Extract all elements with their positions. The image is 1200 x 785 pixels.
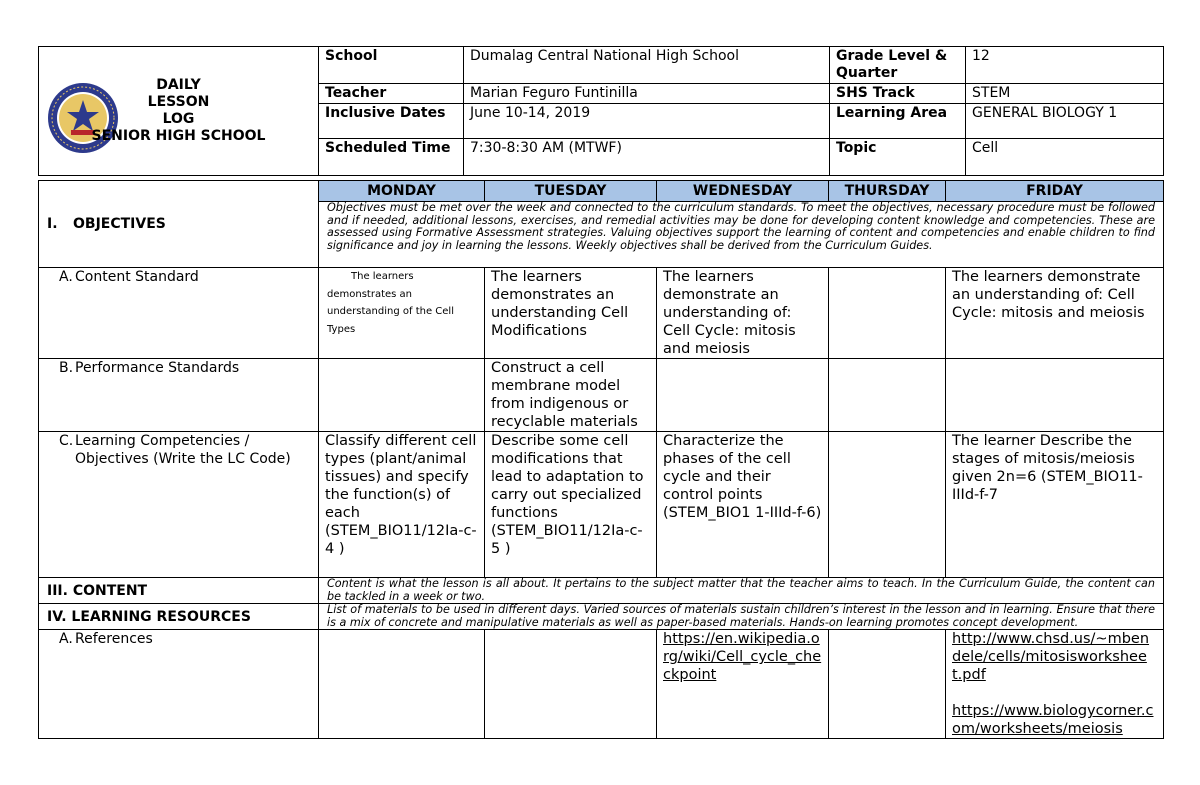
performance-standards-tuesday: Construct a cell membrane model from indigenous or recyclable materials	[485, 359, 657, 432]
header-brand-cell	[39, 47, 319, 176]
teacher-label: Teacher	[319, 84, 464, 104]
references-friday	[946, 630, 1164, 739]
track-value: STEM	[966, 84, 1164, 104]
day-wednesday: WEDNESDAY	[657, 181, 829, 202]
objectives-note: Objectives must be met over the week and connected to the curriculum standards. To meet the objectives, necessary procedure must be followed and if needed, additional lessons, exercises, and remedial activities may be done for developing content knowledge and competencies. These are assessed using Formative Assessment strategies. Valuing objectives support the learning of content and competencies and enable children to find significance and joy in learning the lessons. Weekly objectives shall be derived from the Curriculum Guides.	[319, 202, 1164, 268]
learning-competencies-tuesday: Describe some cell modifications that lead to adaptation to carry out specialized functions (STEM_BIO11/12Ia-c-5 )	[485, 432, 657, 578]
references-tuesday	[485, 630, 657, 739]
grade-level-label: Grade Level & Quarter	[830, 47, 966, 84]
reference-link-mitosis-worksheet[interactable]: http://www.chsd.us/~mbendele/cells/mitosisworksheet.pdf	[952, 631, 1150, 684]
content-standard-row	[39, 268, 1164, 359]
performance-standards-wednesday	[657, 359, 829, 432]
learning-area-value: GENERAL BIOLOGY 1	[966, 104, 1164, 139]
learning-competencies-thursday	[829, 432, 946, 578]
title-line: SENIOR HIGH SCHOOL	[91, 127, 266, 144]
learning-resources-note: List of materials to be used in different days. Varied sources of materials sustain children’s interest in the lesson and in learning. Ensure that there is a mix of concrete and manipulative materials as well as paper-based materials. Hands-on learning promotes concept development.	[319, 604, 1164, 630]
day-header-row	[39, 181, 1164, 202]
performance-standards-friday	[946, 359, 1164, 432]
learning-resources-heading: IV. LEARNING RESOURCES	[39, 604, 319, 630]
daily-lesson-log-title	[39, 77, 318, 145]
learning-competencies-monday: Classify different cell types (plant/animal tissues) and specify the function(s) of each (STEM_BIO11/12Ia-c-4 )	[319, 432, 485, 578]
performance-standards-row	[39, 359, 1164, 432]
lesson-log-header	[38, 46, 1164, 176]
learning-resources-row	[39, 604, 1164, 630]
references-thursday	[829, 630, 946, 739]
content-standard-label: A. Content Standard	[39, 268, 319, 359]
day-friday: FRIDAY	[946, 181, 1164, 202]
references-wednesday	[657, 630, 829, 739]
performance-standards-label: B. Performance Standards	[39, 359, 319, 432]
content-standard-wednesday: The learners demonstrate an understanding of: Cell Cycle: mitosis and meiosis	[657, 268, 829, 359]
title-line: LOG	[162, 110, 195, 127]
content-standard-thursday	[829, 268, 946, 359]
day-thursday: THURSDAY	[829, 181, 946, 202]
content-note: Content is what the lesson is all about. It pertains to the subject matter that the teacher aims to teach. In the Curriculum Guide, the content can be tackled in a week or two.	[319, 578, 1164, 604]
grade-level-value: 12	[966, 47, 1164, 84]
content-row	[39, 578, 1164, 604]
title-line: DAILY	[156, 76, 201, 93]
content-standard-friday: The learners demonstrate an understanding of: Cell Cycle: mitosis and meiosis	[946, 268, 1164, 359]
performance-standards-thursday	[829, 359, 946, 432]
topic-value: Cell	[966, 139, 1164, 176]
learning-competencies-wednesday: Characterize the phases of the cell cycle and their control points (STEM_BIO1 1-IIId-f-6)	[657, 432, 829, 578]
school-label: School	[319, 47, 464, 84]
day-tuesday: TUESDAY	[485, 181, 657, 202]
school-value: Dumalag Central National High School	[464, 47, 830, 84]
dates-label: Inclusive Dates	[319, 104, 464, 139]
time-label: Scheduled Time	[319, 139, 464, 176]
learning-area-label: Learning Area	[830, 104, 966, 139]
lesson-log-table	[38, 180, 1164, 739]
references-monday	[319, 630, 485, 739]
performance-standards-monday	[319, 359, 485, 432]
content-standard-monday: The learners demonstrates an understanding of the Cell Types	[319, 268, 485, 359]
learning-competencies-label: C. Learning Competencies / Objectives (Write the LC Code)	[39, 432, 319, 578]
references-label: A. References	[39, 630, 319, 739]
title-line: LESSON	[147, 93, 210, 110]
objectives-heading: I. OBJECTIVES	[39, 181, 319, 268]
references-row	[39, 630, 1164, 739]
content-heading: III. CONTENT	[39, 578, 319, 604]
dates-value: June 10-14, 2019	[464, 104, 830, 139]
learning-competencies-friday: The learner Describe the stages of mitosis/meiosis given 2n=6 (STEM_BIO11-IIId-f-7	[946, 432, 1164, 578]
track-label: SHS Track	[830, 84, 966, 104]
reference-link-cell-cycle[interactable]: https://en.wikipedia.org/wiki/Cell_cycle_checkpoint	[663, 631, 822, 684]
learning-competencies-row	[39, 432, 1164, 578]
day-monday: MONDAY	[319, 181, 485, 202]
teacher-value: Marian Feguro Funtinilla	[464, 84, 830, 104]
time-value: 7:30-8:30 AM (MTWF)	[464, 139, 830, 176]
content-standard-tuesday: The learners demonstrates an understanding Cell Modifications	[485, 268, 657, 359]
reference-link-meiosis-worksheet[interactable]: https://www.biologycorner.com/worksheets/meiosis	[952, 703, 1154, 738]
topic-label: Topic	[830, 139, 966, 176]
